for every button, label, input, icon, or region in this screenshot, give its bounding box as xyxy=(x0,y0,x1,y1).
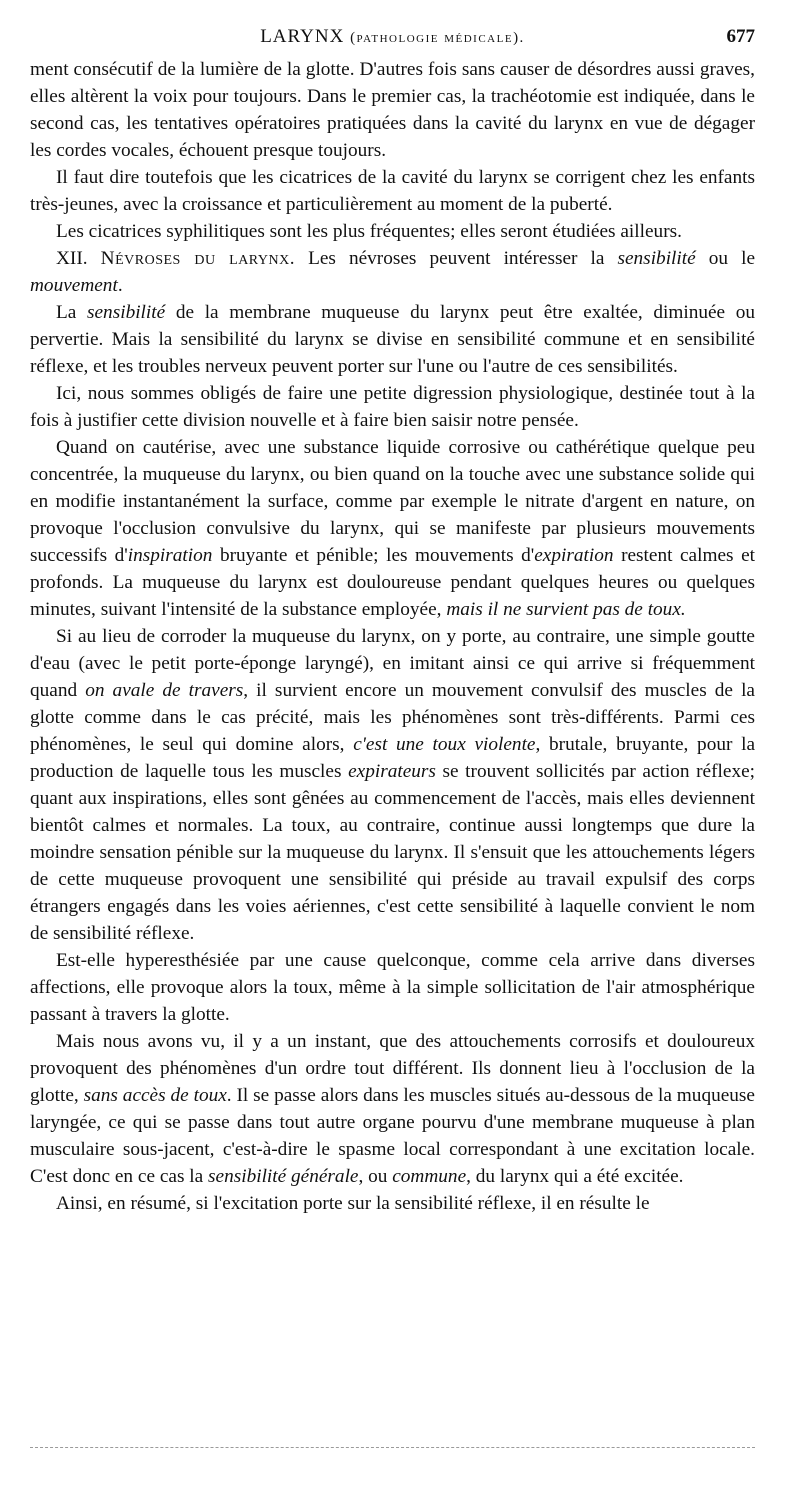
page-number: 677 xyxy=(726,26,755,47)
p8-text-c: , brutale, bruyante, pour la production de laquelle tous les muscles xyxy=(30,734,756,782)
p10-em-b: sensibilité générale xyxy=(208,1166,359,1187)
p7-em-b: expiration xyxy=(534,545,614,566)
p8-text-b: , il survient encore un mouvement convulsif des muscles de la glotte comme dans le cas précité, mais les phénomènes sont très-différents. Parmi ces phénomènes, le seul qui domine alors, xyxy=(30,680,755,755)
section-heading: Névroses du larynx. xyxy=(100,248,296,269)
p5-em-a: sensibilité xyxy=(87,302,166,323)
section-number: XII. xyxy=(56,248,88,269)
p4-text-b: ou le xyxy=(708,248,755,269)
p10-em-a: sans accès de toux xyxy=(83,1085,227,1106)
p7-em-a: inspiration xyxy=(127,545,213,566)
p10-text-c: , ou xyxy=(358,1166,388,1187)
p8-text-a: Si au lieu de corroder la muqueuse du larynx, on y porte, au contraire, une simple goutte d'eau (avec le petit porte-éponge laryngé), en imitant ainsi ce qui arrive si fréquemment quand xyxy=(30,626,755,701)
paragraph-2: Il faut dire toutefois que les cicatrices de la cavité du larynx se corrigent chez les enfants très-jeunes, avec la croissance et particulièrement au moment de la puberté. xyxy=(30,167,755,215)
paragraph-5 xyxy=(30,299,755,380)
p7-em-c: mais il ne survient pas de toux. xyxy=(446,599,686,620)
paragraph-8 xyxy=(30,623,755,947)
paragraph-10 xyxy=(30,1028,755,1190)
p4-text-a: Les névroses peuvent intéresser la xyxy=(308,248,605,269)
paragraph-7 xyxy=(30,434,755,623)
footer-rule xyxy=(30,1447,755,1448)
paragraph-1: ment consécutif de la lumière de la glotte. D'autres fois sans causer de désordres aussi graves, elles altèrent la voix pour toujours. Dans le premier cas, la trachéotomie est indiquée, dans le second cas, les tentatives opératoires pratiquées dans la cavité du larynx en vue de dégager les cordes vocales, échouent presque toujours. xyxy=(30,59,755,161)
p7-text-c: restent calmes et profonds. La muqueuse du larynx est douloureuse pendant quelques heures ou quelques minutes, suivant l'intensité de la substance employée, xyxy=(30,545,755,620)
paragraph-3: Les cicatrices syphilitiques sont les plus fréquentes; elles seront étudiées ailleurs. xyxy=(56,221,682,242)
p5-text-a: La xyxy=(56,302,77,323)
paragraph-9: Est-elle hyperesthésiée par une cause quelconque, comme cela arrive dans diverses affections, elle provoque alors la toux, même à la simple sollicitation de l'air atmosphérique passant à travers la glotte. xyxy=(30,950,755,1025)
p8-em-a: on avale de travers xyxy=(85,680,244,701)
p7-text-b: bruyante et pénible; les mouvements d' xyxy=(219,545,535,566)
p8-em-b: c'est une toux violente xyxy=(353,734,536,755)
p10-text-a: Mais nous avons vu, il y a un instant, que des attouchements corrosifs et douloureux provoquent des phénomènes d'un ordre tout différent. Ils donnent lieu à l'occlusion de la glotte, xyxy=(30,1031,755,1106)
p4-text-c: . xyxy=(117,275,123,296)
paragraph-6: Ici, nous sommes obligés de faire une petite digression physiologique, destinée tout à la fois à justifier cette division nouvelle et à faire bien saisir notre pensée. xyxy=(30,383,755,431)
p10-text-d: , du larynx qui a été excitée. xyxy=(466,1166,684,1187)
running-title-sub: (pathologie médicale). xyxy=(350,30,525,46)
book-page xyxy=(30,26,755,1217)
p8-text-d: se trouvent sollicités par action réflexe; quant aux inspirations, elles sont gênées au commencement de l'accès, mais elles deviennent bientôt calmes et normales. La toux, au contraire, continue aussi longtemps que dure la moindre sensation pénible sur la muqueuse du larynx. Il s'ensuit que les attouchements légers de cette muqueuse provoquent une sensibilité qui préside au travail expulsif des corps étrangers engagés dans les voies aériennes, c'est cette sensibilité à laquelle convient le nom de sensibilité réflexe. xyxy=(30,761,755,944)
p10-em-c: commune xyxy=(392,1166,467,1187)
p4-em-a: sensibilité xyxy=(617,248,696,269)
p4-em-b: mouvement xyxy=(30,275,118,296)
running-title-main: LARYNX xyxy=(260,26,345,47)
p5-text-b: de la membrane muqueuse du larynx peut être exaltée, diminuée ou pervertie. Mais la sensibilité du larynx se divise en sensibilité commune et en sensibilité réflexe, et les troubles nerveux peuvent porter sur l'une ou l'autre de ces sensibilités. xyxy=(30,302,756,377)
running-header xyxy=(30,26,755,56)
paragraph-4 xyxy=(30,245,755,299)
p7-text-a: Quand on cautérise, avec une substance liquide corrosive ou cathérétique quelque peu concentrée, la muqueuse du larynx, ou bien quand on la touche avec une substance solide qui en modifie instantanément la surface, comme par exemple le nitrate d'argent en nature, on provoque l'occlusion convulsive du larynx, qui se manifeste par plusieurs mouvements successifs d' xyxy=(30,437,755,566)
body-text xyxy=(30,56,755,1217)
p10-text-b: . Il se passe alors dans les muscles situés au-dessous de la muqueuse laryngée, ce qui se passe dans tout autre organe pourvu d'une membrane muqueuse à plan musculaire sous-jacent, c'est-à-dire le spasme local correspondant à une excitation locale. C'est donc en ce cas la xyxy=(30,1085,755,1187)
running-title xyxy=(30,26,755,48)
paragraph-11: Ainsi, en résumé, si l'excitation porte sur la sensibilité réflexe, il en résulte le xyxy=(56,1193,650,1214)
p8-em-c: expirateurs xyxy=(348,761,436,782)
